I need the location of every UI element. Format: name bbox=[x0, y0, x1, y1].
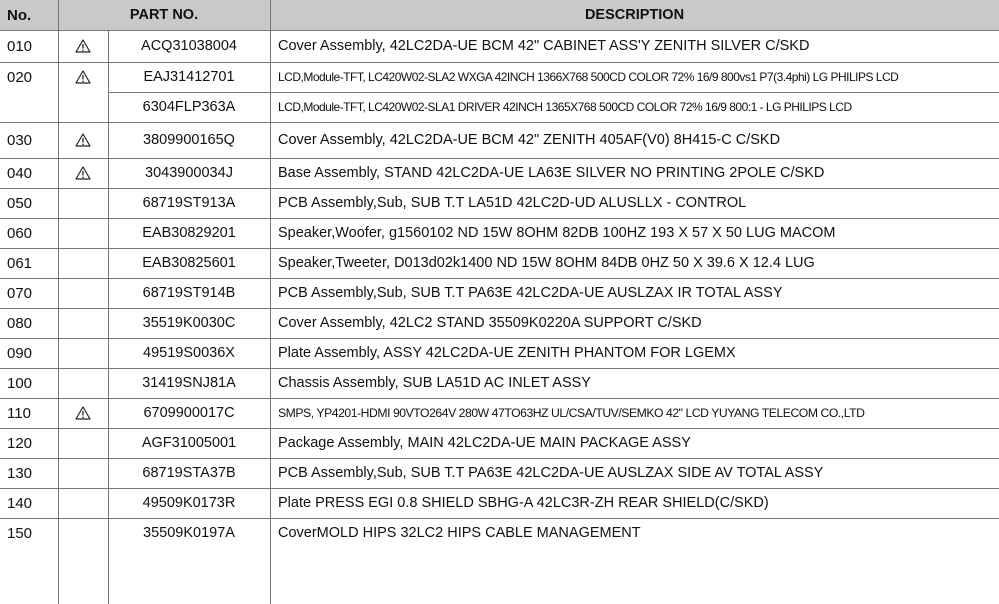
safety-mark-cell bbox=[58, 458, 108, 488]
part-number: 49509K0173R bbox=[142, 495, 236, 511]
description: Cover Assembly, 42LC2 STAND 35509K0220A SUPPORT C/SKD bbox=[278, 315, 702, 331]
row-number: 110 bbox=[7, 404, 31, 422]
row-number: 040 bbox=[7, 164, 33, 182]
row-number: 070 bbox=[7, 284, 33, 302]
row-divider bbox=[0, 158, 999, 159]
row-number: 020 bbox=[7, 68, 33, 86]
description: Speaker,Tweeter, D013d02k1400 ND 15W 8OHM 84DB 0HZ 50 X 39.6 X 12.4 LUG bbox=[278, 255, 815, 271]
row-divider bbox=[0, 518, 999, 519]
table-row bbox=[0, 188, 999, 218]
safety-mark-cell bbox=[58, 188, 108, 218]
part-number: 68719ST913A bbox=[142, 195, 236, 211]
description: Base Assembly, STAND 42LC2DA-UE LA63E SILVER NO PRINTING 2POLE C/SKD bbox=[278, 165, 825, 181]
warning-triangle-icon bbox=[75, 406, 91, 420]
warning-triangle-icon bbox=[75, 166, 91, 180]
row-divider bbox=[0, 62, 999, 63]
safety-mark-cell bbox=[58, 278, 108, 308]
safety-mark-cell bbox=[58, 338, 108, 368]
row-number: 090 bbox=[7, 344, 33, 362]
description: PCB Assembly,Sub, SUB T.T LA51D 42LC2D-UD ALUSLLX - CONTROL bbox=[278, 195, 747, 211]
table-row bbox=[0, 122, 999, 158]
row-number: 010 bbox=[7, 37, 33, 55]
description: Chassis Assembly, SUB LA51D AC INLET ASSY bbox=[278, 375, 591, 391]
description: LCD,Module-TFT, LC420W02-SLA2 WXGA 42INCH 1366X768 500CD COLOR 72% 16/9 800vs1 P7(3.4phi) LG PHILIPS LCD bbox=[278, 70, 899, 84]
part-number: 3809900165Q bbox=[143, 132, 235, 148]
table-row bbox=[0, 338, 999, 368]
table-row bbox=[0, 518, 999, 548]
description: SMPS, YP4201-HDMI 90VTO264V 280W 47TO63HZ UL/CSA/TUV/SEMKO 42" LCD YUYANG TELECOM CO.,LTD bbox=[278, 406, 865, 420]
table-row bbox=[0, 30, 999, 62]
part-number: 35519K0030C bbox=[142, 315, 236, 331]
row-divider bbox=[0, 428, 999, 429]
description: Cover Assembly, 42LC2DA-UE BCM 42" CABINET ASS'Y ZENITH SILVER C/SKD bbox=[278, 38, 810, 54]
row-number: 030 bbox=[7, 131, 33, 149]
column-divider bbox=[270, 0, 271, 604]
table-row bbox=[0, 92, 999, 122]
table-row bbox=[0, 308, 999, 338]
table-row bbox=[0, 218, 999, 248]
row-number: 050 bbox=[7, 194, 33, 212]
row-number: 140 bbox=[7, 494, 33, 512]
row-number: 130 bbox=[7, 464, 33, 482]
part-number: 49519S0036X bbox=[143, 345, 235, 361]
row-number: 120 bbox=[7, 434, 33, 452]
header-description: DESCRIPTION bbox=[584, 7, 685, 23]
safety-mark-cell bbox=[58, 30, 108, 62]
row-divider bbox=[0, 278, 999, 279]
safety-mark-cell bbox=[58, 398, 108, 428]
row-divider bbox=[0, 308, 999, 309]
safety-mark-cell bbox=[58, 158, 108, 188]
table-header bbox=[0, 0, 999, 30]
part-number: 3043900034J bbox=[145, 165, 233, 181]
header-no: No. bbox=[7, 6, 32, 24]
part-number: 6304FLP363A bbox=[142, 99, 236, 115]
safety-mark-cell bbox=[58, 428, 108, 458]
warning-triangle-icon bbox=[75, 133, 91, 147]
warning-triangle-icon bbox=[75, 39, 91, 53]
row-number: 150 bbox=[7, 524, 33, 542]
table-row bbox=[0, 62, 999, 92]
part-number: AGF31005001 bbox=[141, 435, 237, 451]
safety-mark-cell bbox=[58, 368, 108, 398]
description: LCD,Module-TFT, LC420W02-SLA1 DRIVER 42INCH 1365X768 500CD COLOR 72% 16/9 800:1 - LG PHILIPS LCD bbox=[278, 100, 852, 114]
row-divider bbox=[0, 30, 999, 31]
table-row bbox=[0, 428, 999, 458]
safety-mark-cell bbox=[58, 518, 108, 548]
description: CoverMOLD HIPS 32LC2 HIPS CABLE MANAGEMENT bbox=[278, 525, 641, 541]
part-number: EAJ31412701 bbox=[143, 69, 235, 85]
part-number: 35509K0197A bbox=[143, 525, 235, 541]
safety-mark-cell bbox=[58, 92, 108, 122]
row-number bbox=[0, 92, 58, 122]
description: Package Assembly, MAIN 42LC2DA-UE MAIN PACKAGE ASSY bbox=[278, 435, 691, 451]
part-number: EAB30825601 bbox=[142, 255, 236, 271]
part-number: 6709900017C bbox=[143, 405, 235, 421]
part-number: 68719STA37B bbox=[142, 465, 236, 481]
part-number: EAB30829201 bbox=[142, 225, 236, 241]
safety-mark-cell bbox=[58, 218, 108, 248]
row-divider bbox=[0, 398, 999, 399]
table-row bbox=[0, 398, 999, 428]
part-number: 31419SNJ81A bbox=[142, 375, 236, 391]
header-part-no: PART NO. bbox=[129, 7, 199, 23]
row-number: 080 bbox=[7, 314, 33, 332]
table-row bbox=[0, 158, 999, 188]
row-divider bbox=[0, 338, 999, 339]
part-number: ACQ31038004 bbox=[141, 38, 237, 54]
description: Speaker,Woofer, g1560102 ND 15W 8OHM 82DB 100HZ 193 X 57 X 50 LUG MACOM bbox=[278, 225, 836, 241]
safety-mark-cell bbox=[58, 488, 108, 518]
row-divider bbox=[0, 458, 999, 459]
description: Plate Assembly, ASSY 42LC2DA-UE ZENITH PHANTOM FOR LGEMX bbox=[278, 345, 736, 361]
description: Plate PRESS EGI 0.8 SHIELD SBHG-A 42LC3R-ZH REAR SHIELD(C/SKD) bbox=[278, 495, 769, 511]
table-row bbox=[0, 488, 999, 518]
table-row bbox=[0, 278, 999, 308]
row-divider bbox=[0, 218, 999, 219]
safety-mark-cell bbox=[58, 308, 108, 338]
row-divider bbox=[0, 188, 999, 189]
description: PCB Assembly,Sub, SUB T.T PA63E 42LC2DA-UE AUSLZAX SIDE AV TOTAL ASSY bbox=[278, 465, 824, 481]
safety-mark-cell bbox=[58, 122, 108, 158]
part-number: 68719ST914B bbox=[142, 285, 236, 301]
safety-mark-cell bbox=[58, 62, 108, 92]
column-divider bbox=[108, 30, 109, 604]
description: Cover Assembly, 42LC2DA-UE BCM 42" ZENITH 405AF(V0) 8H415-C C/SKD bbox=[278, 132, 781, 148]
row-number: 060 bbox=[7, 224, 33, 242]
row-divider bbox=[0, 368, 999, 369]
row-divider bbox=[0, 488, 999, 489]
row-number: 100 bbox=[7, 374, 33, 392]
safety-mark-cell bbox=[58, 248, 108, 278]
column-divider bbox=[58, 0, 59, 604]
table-row bbox=[0, 248, 999, 278]
row-number: 061 bbox=[7, 254, 33, 272]
table-row bbox=[0, 368, 999, 398]
row-divider bbox=[108, 92, 999, 93]
warning-triangle-icon bbox=[75, 70, 91, 84]
description: PCB Assembly,Sub, SUB T.T PA63E 42LC2DA-UE AUSLZAX IR TOTAL ASSY bbox=[278, 285, 783, 301]
row-divider bbox=[0, 122, 999, 123]
row-divider bbox=[0, 248, 999, 249]
table-row bbox=[0, 458, 999, 488]
